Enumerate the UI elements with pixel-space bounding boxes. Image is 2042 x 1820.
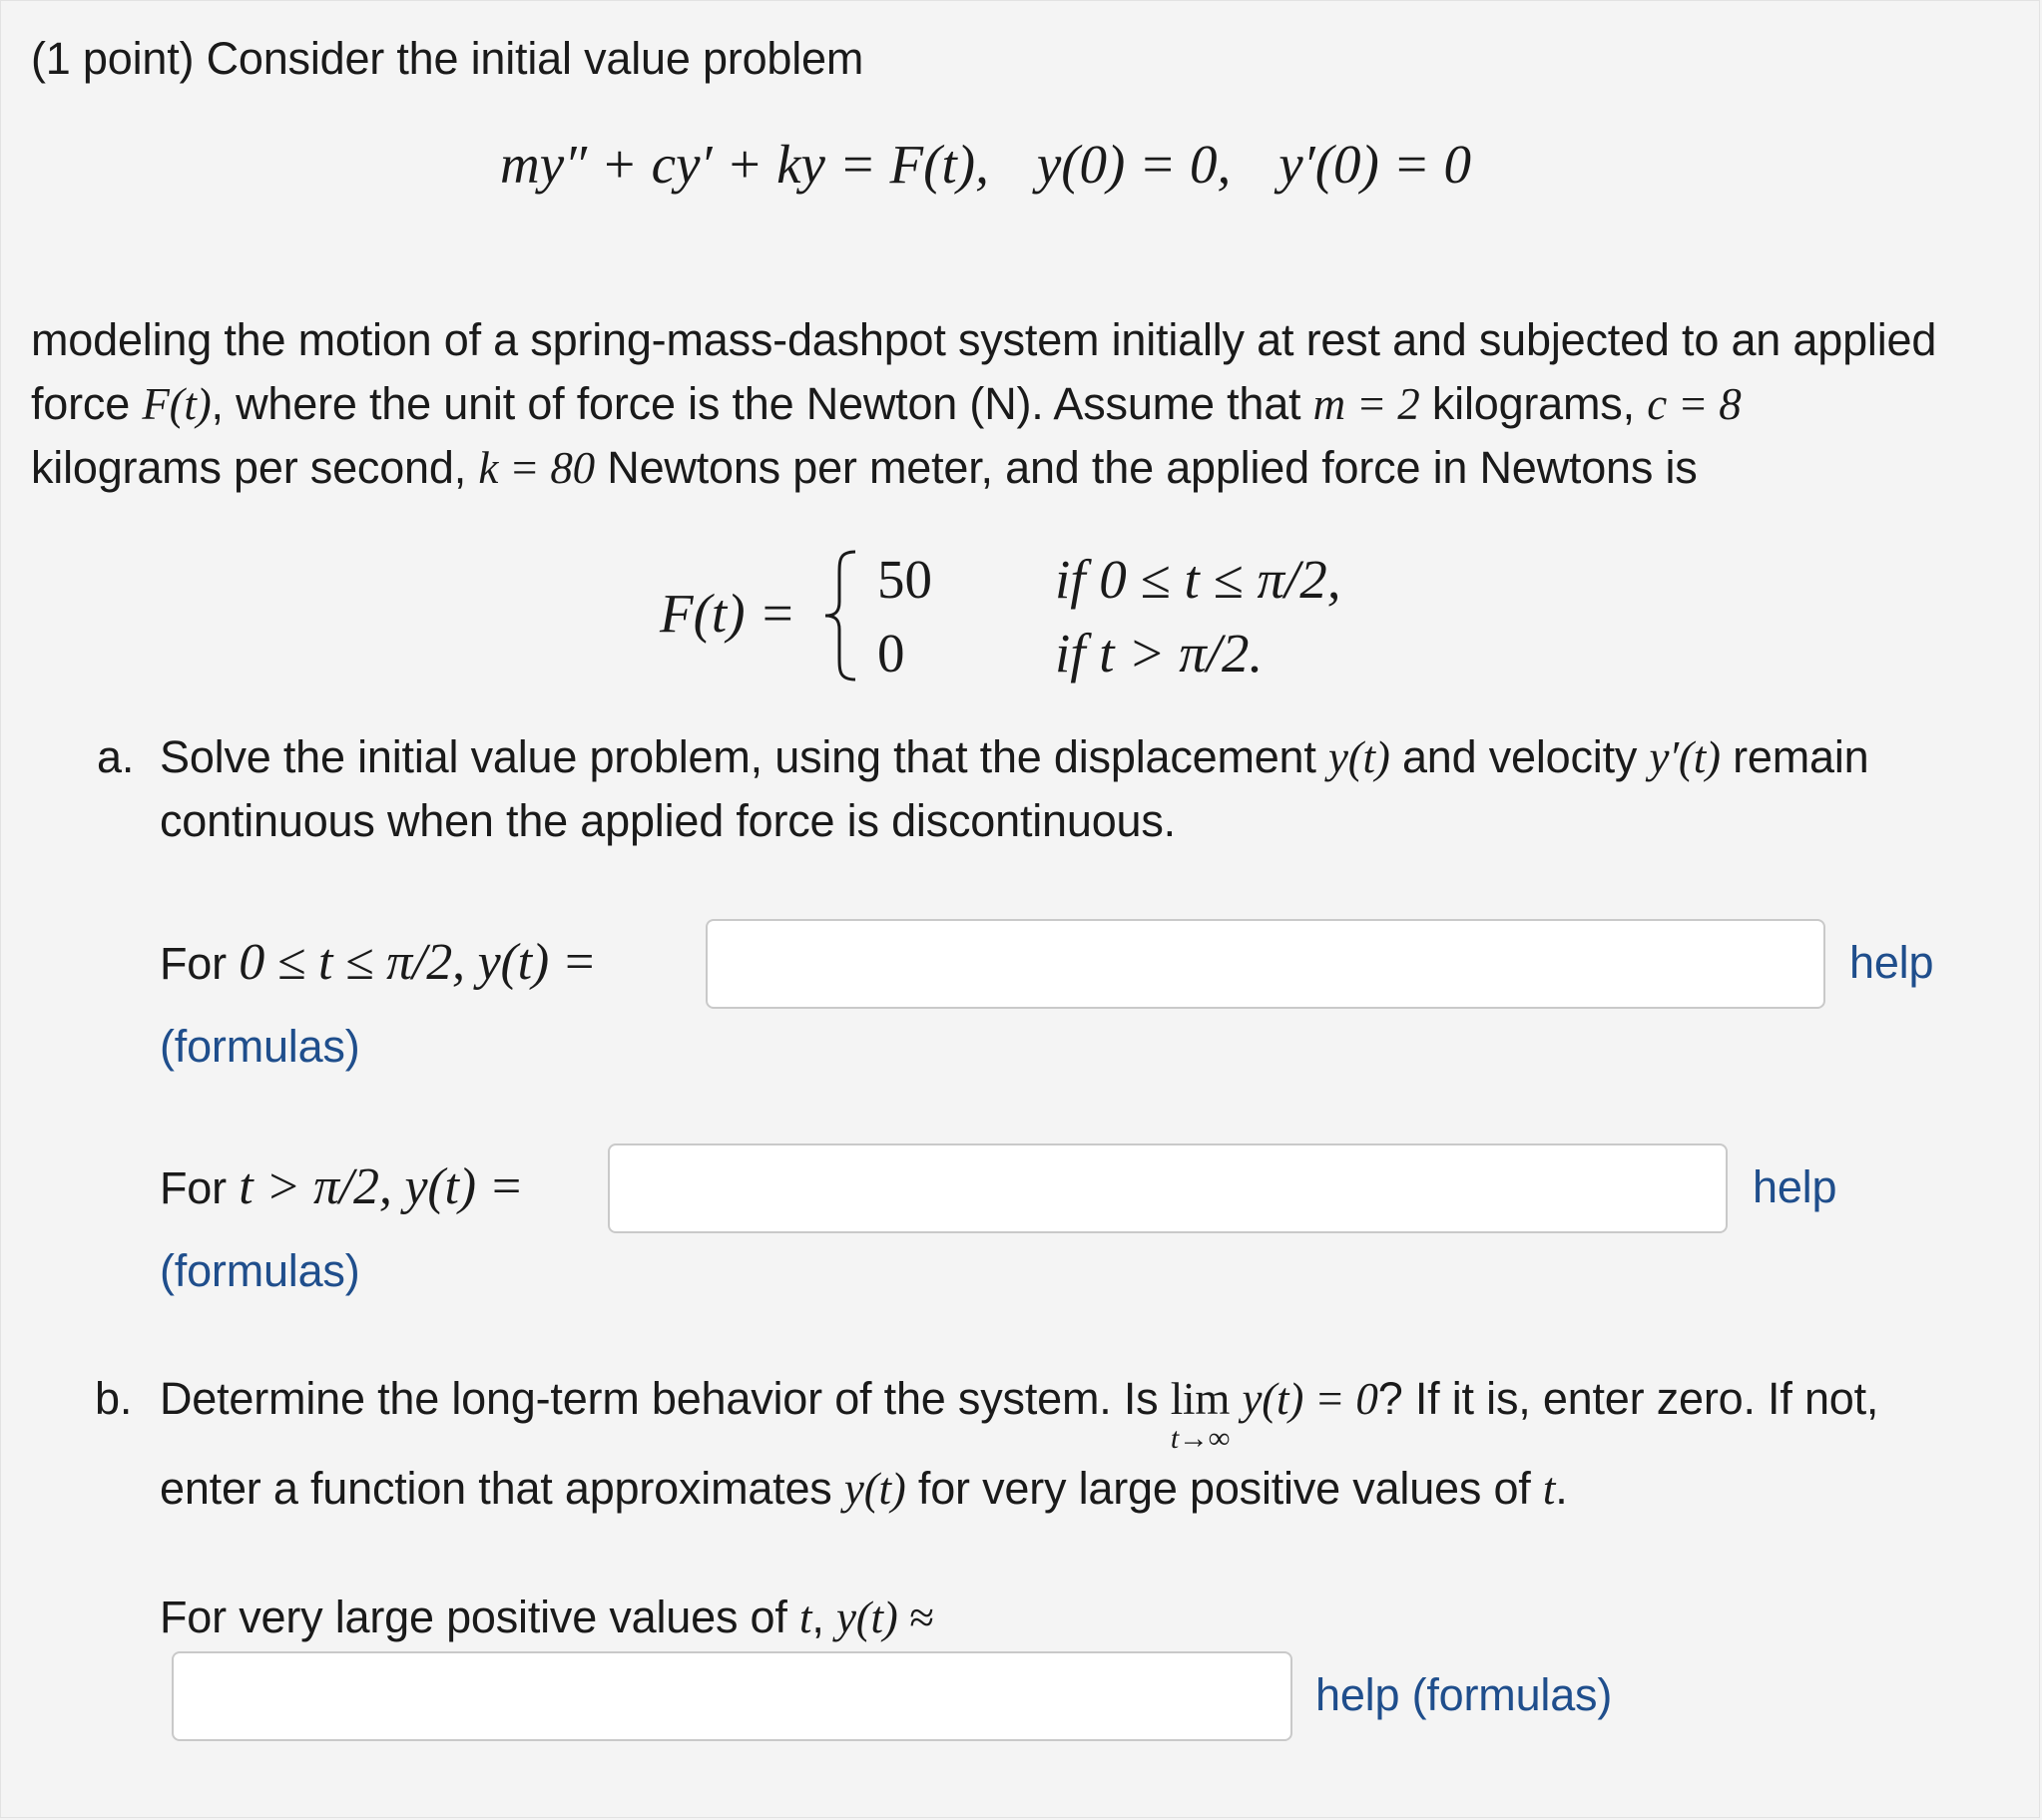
q2-answer-input[interactable] xyxy=(608,1143,1728,1233)
force-brace xyxy=(821,548,861,683)
q2-label: For t > π/2, y(t) = xyxy=(160,1158,524,1215)
q3-label: For very large positive values of t, y(t) ≈ xyxy=(160,1592,934,1642)
part-a-marker: a. xyxy=(97,731,135,782)
q1-label: For 0 ≤ t ≤ π/2, y(t) = xyxy=(160,934,597,991)
force-condition-2: if t > π/2. xyxy=(1055,623,1264,683)
description-line-1: modeling the motion of a spring-mass-dashpot system initially at rest and subjected to an applied xyxy=(31,314,1937,365)
q3-answer-input[interactable] xyxy=(172,1651,1292,1741)
ode-ic2: y′(0) = 0 xyxy=(1278,134,1471,195)
q1-formulas-link[interactable]: (formulas) xyxy=(160,1021,360,1072)
q3-links xyxy=(1315,1667,1612,1723)
force-lhs: F(t) = xyxy=(660,583,796,644)
q2-formulas-link[interactable]: (formulas) xyxy=(160,1245,360,1296)
part-b-text-line-2: enter a function that approximates y(t) for very large positive values of t. xyxy=(160,1463,1568,1514)
part-b-text-line-1: Determine the long-term behavior of the system. Is lim t→∞ y(t) = 0? If it is, enter zero. If not, xyxy=(160,1373,1879,1455)
q1-help-link[interactable]: help xyxy=(1849,937,1934,988)
force-value-1: 50 xyxy=(877,549,932,610)
part-a-text-line-1: Solve the initial value problem, using that the displacement y(t) and velocity y′(t) remain xyxy=(160,731,1869,782)
description-line-2: force F(t), where the unit of force is the Newton (N). Assume that m = 2 kilograms, c = 8 xyxy=(31,378,1742,429)
q3-help-link[interactable]: help xyxy=(1315,1669,1400,1720)
description-line-3: kilograms per second, k = 80 Newtons per meter, and the applied force in Newtons is xyxy=(31,442,1698,493)
ode-equation xyxy=(500,133,1471,197)
limit-expression: lim t→∞ xyxy=(1170,1374,1231,1455)
force-value-2: 0 xyxy=(877,623,905,683)
part-a-text-line-2: continuous when the applied force is discontinuous. xyxy=(160,795,1176,846)
ode-ic1: y(0) = 0, xyxy=(1036,134,1232,195)
ode-lhs: my″ + cy′ + ky = F(t), xyxy=(500,134,989,195)
part-b-marker: b. xyxy=(95,1373,133,1424)
force-condition-1: if 0 ≤ t ≤ π/2, xyxy=(1055,549,1341,610)
q2-help-link[interactable]: help xyxy=(1753,1161,1837,1212)
q3-formulas-link[interactable]: (formulas) xyxy=(1411,1669,1613,1720)
problem-intro: (1 point) Consider the initial value problem xyxy=(31,33,864,84)
q1-answer-input[interactable] xyxy=(706,919,1825,1009)
